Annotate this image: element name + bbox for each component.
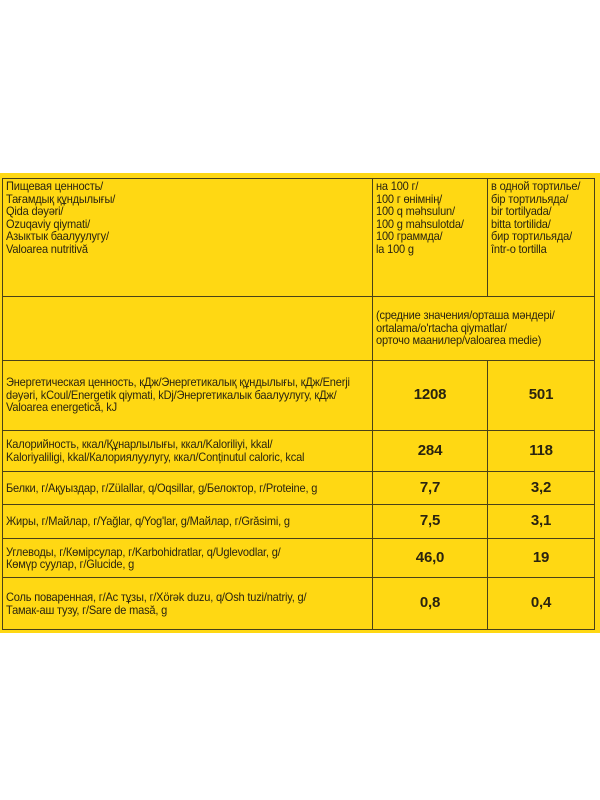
pertortilla-line: бир тортильяда/ xyxy=(491,229,572,243)
value-per100: 7,5 xyxy=(373,505,488,539)
average-empty-cell xyxy=(3,296,373,360)
per100-line: 100 граммда/ xyxy=(376,229,443,243)
title-line: Тағамдық құндылығы/ xyxy=(6,191,116,206)
nutrient-name-line: Kaloriyaliligi, kkal/Калориялуулугу, ккал/Conținutul caloric, kcal xyxy=(6,449,305,464)
per100-line: la 100 g xyxy=(376,241,414,256)
title-line: Qida dəyəri/ xyxy=(6,204,64,218)
nutrient-name-line: Көмүр суулар, г/Glucide, g xyxy=(6,557,135,572)
value-per100: 46,0 xyxy=(373,539,488,578)
table-row-energy xyxy=(3,360,595,430)
nutrient-name-line: Калорийность, ккал/Құнарлылығы, ккал/Kaloriliyi, kkal/ xyxy=(6,437,273,452)
per100-line: 100 g mahsulotda/ xyxy=(376,216,464,231)
table-row-salt xyxy=(3,578,595,630)
title-line: Valoarea nutritivă xyxy=(6,241,88,256)
average-line: ortalama/o'rtacha qiymatlar/ xyxy=(376,320,507,335)
average-row xyxy=(3,296,595,360)
nutrient-name-line: Энергетическая ценность, кДж/Энергетикалық құндылығы, кДж/Enerji xyxy=(6,375,350,390)
value-pertortilla: 3,1 xyxy=(488,505,595,539)
pertortilla-line: bitta tortilida/ xyxy=(491,216,551,231)
nutrient-name-line: Тамак-аш тузу, г/Sare de masă, g xyxy=(6,602,168,617)
nutrient-name-line: Углеводы, г/Көмірсулар, г/Karbohidratlar, q/Uglevodlar, g/ xyxy=(6,544,281,559)
nutrient-name-cell xyxy=(3,539,373,578)
title-line: Азыктык баалуулугу/ xyxy=(6,229,109,243)
pertortilla-line: бір тортильяда/ xyxy=(491,191,569,206)
per100-line: на 100 г/ xyxy=(376,179,419,193)
value-pertortilla: 19 xyxy=(488,539,595,578)
nutrient-name-line: dəyəri, kCoul/Energetik qiymati, kDj/Энергетикалык баалуулугу, кДж/ xyxy=(6,387,337,402)
per100-line: 100 г өнімнің/ xyxy=(376,191,443,206)
nutrient-name-cell xyxy=(3,430,373,471)
header-row xyxy=(3,179,595,297)
value-pertortilla: 501 xyxy=(488,360,595,430)
value-per100: 7,7 xyxy=(373,472,488,505)
table-row-protein xyxy=(3,472,595,505)
nutrient-name-cell xyxy=(3,360,373,430)
table-row-fat xyxy=(3,505,595,539)
header-title-cell xyxy=(3,179,373,297)
value-pertortilla: 118 xyxy=(488,430,595,471)
nutrient-name-line: Жиры, г/Майлар, г/Yağlar, q/Yog'lar, g/Майлар, г/Grăsimi, g xyxy=(6,514,290,529)
nutrient-name-cell xyxy=(3,578,373,630)
value-per100: 284 xyxy=(373,430,488,471)
average-line: орточо маанилер/valoarea medie) xyxy=(376,333,542,348)
title-line: Ozuqaviy qiymati/ xyxy=(6,216,91,231)
value-pertortilla: 0,4 xyxy=(488,578,595,630)
value-per100: 1208 xyxy=(373,360,488,430)
nutrient-name-cell xyxy=(3,472,373,505)
title-line: Пищевая ценность/ xyxy=(6,179,104,193)
average-note-cell xyxy=(373,296,595,360)
nutrient-name-cell xyxy=(3,505,373,539)
nutrient-name-line: Valoarea energetică, kJ xyxy=(6,400,117,415)
pertortilla-line: в одной тортилье/ xyxy=(491,179,581,193)
average-line: (средние значения/орташа мәндері/ xyxy=(376,308,555,323)
nutrient-name-line: Соль поваренная, г/Ас тұзы, г/Xörək duzu, q/Osh tuzi/natriy, g/ xyxy=(6,590,307,605)
pertortilla-line: într-o tortilla xyxy=(491,241,547,256)
header-pertortilla-cell xyxy=(488,179,595,297)
pertortilla-line: bir tortilyada/ xyxy=(491,204,552,218)
nutrition-facts-table xyxy=(2,178,595,630)
header-per100-cell xyxy=(373,179,488,297)
table-row-carbohydrates xyxy=(3,539,595,578)
value-pertortilla: 3,2 xyxy=(488,472,595,505)
table-row-calories xyxy=(3,430,595,471)
per100-line: 100 q məhsulun/ xyxy=(376,204,455,218)
nutrient-name-line: Белки, г/Ақуыздар, г/Zülallar, q/Oqsillar, g/Белоктор, г/Proteine, g xyxy=(6,480,318,495)
value-per100: 0,8 xyxy=(373,578,488,630)
